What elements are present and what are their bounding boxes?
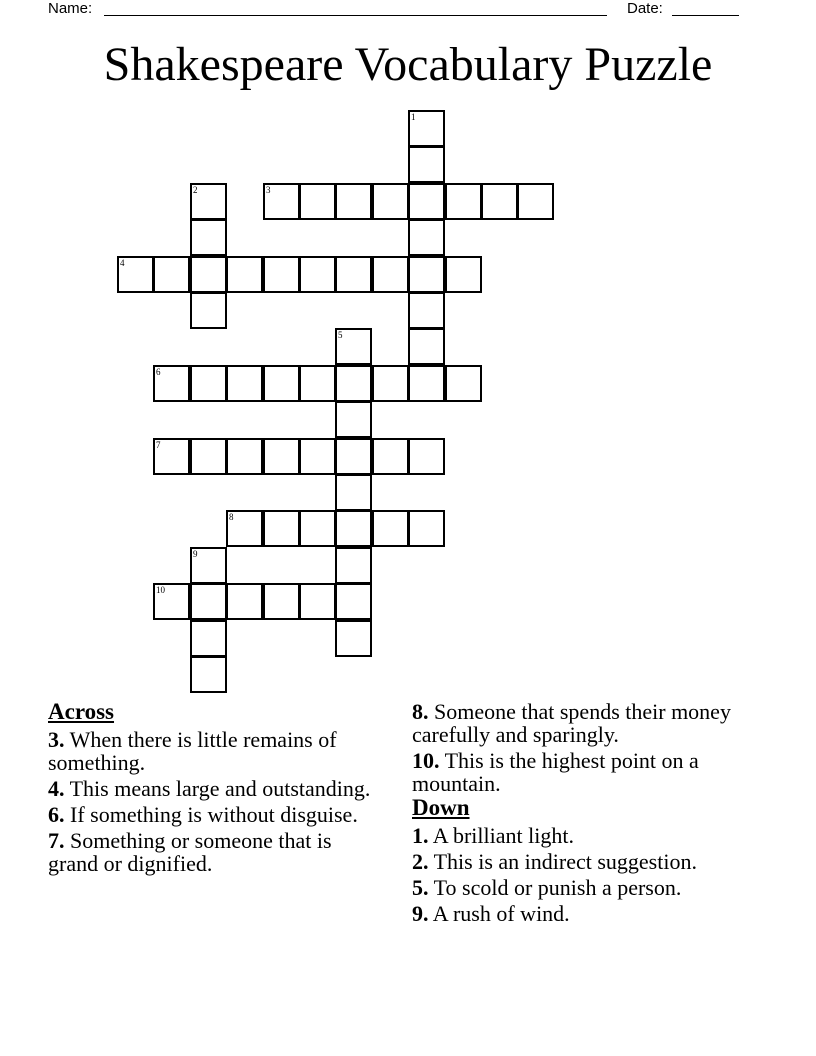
grid-cell[interactable]: [335, 183, 372, 220]
clue-number-label: 4: [120, 258, 125, 268]
grid-cell[interactable]: [190, 547, 227, 584]
grid-cell[interactable]: [408, 328, 445, 365]
clue-number-label: 8: [229, 512, 234, 522]
clue-number: 10.: [412, 748, 440, 773]
clue-across-3: [48, 728, 378, 774]
grid-cell[interactable]: [190, 438, 227, 475]
clue-number-label: 2: [193, 185, 198, 195]
clue-number: 8.: [412, 699, 429, 724]
clue-number-label: 10: [156, 585, 165, 595]
grid-cell[interactable]: [408, 146, 445, 183]
clue-number-label: 9: [193, 549, 198, 559]
clue-across-8: [412, 700, 767, 746]
grid-cell[interactable]: [335, 474, 372, 511]
clue-number: 4.: [48, 776, 65, 801]
grid-cell[interactable]: [299, 583, 336, 620]
clue-down-9: [412, 902, 767, 925]
grid-cell[interactable]: [153, 438, 190, 475]
grid-cell[interactable]: [408, 292, 445, 329]
clue-down-5: [412, 876, 767, 899]
clue-text: A brilliant light.: [432, 823, 574, 848]
clue-text: Something or someone that is grand or dignified.: [48, 828, 332, 876]
grid-cell[interactable]: [263, 365, 300, 402]
clue-text: This is the highest point on a mountain.: [412, 748, 699, 796]
grid-cell[interactable]: [517, 183, 554, 220]
grid-cell[interactable]: [335, 256, 372, 293]
grid-cell[interactable]: [299, 510, 336, 547]
clue-text: When there is little remains of something.: [48, 727, 337, 775]
grid-cell[interactable]: [372, 183, 409, 220]
grid-cell[interactable]: [190, 583, 227, 620]
grid-cell[interactable]: [299, 365, 336, 402]
grid-cell[interactable]: [335, 328, 372, 365]
grid-cell[interactable]: [372, 510, 409, 547]
grid-cell[interactable]: [263, 510, 300, 547]
grid-cell[interactable]: [335, 510, 372, 547]
grid-cell[interactable]: [117, 256, 154, 293]
clue-text: This is an indirect suggestion.: [433, 849, 697, 874]
grid-cell[interactable]: [335, 547, 372, 584]
grid-cell[interactable]: [408, 510, 445, 547]
grid-cell[interactable]: [190, 365, 227, 402]
clue-text: This means large and outstanding.: [69, 776, 371, 801]
clue-across-4: [48, 777, 378, 800]
grid-cell[interactable]: [153, 365, 190, 402]
grid-cell[interactable]: [372, 256, 409, 293]
clue-number: 2.: [412, 849, 429, 874]
date-label: Date:: [627, 0, 663, 17]
clue-text: A rush of wind.: [432, 901, 570, 926]
clue-number-label: 7: [156, 440, 161, 450]
clue-across-6: [48, 803, 378, 826]
grid-cell[interactable]: [372, 438, 409, 475]
grid-cell[interactable]: [408, 256, 445, 293]
grid-cell[interactable]: [190, 219, 227, 256]
grid-cell[interactable]: [445, 183, 482, 220]
clue-number-label: 6: [156, 367, 161, 377]
clue-number: 1.: [412, 823, 429, 848]
clue-number-label: 1: [411, 112, 416, 122]
clue-number: 3.: [48, 727, 65, 752]
grid-cell[interactable]: [299, 183, 336, 220]
clue-number: 7.: [48, 828, 65, 853]
grid-cell[interactable]: [263, 438, 300, 475]
grid-cell[interactable]: [335, 365, 372, 402]
grid-cell[interactable]: [263, 583, 300, 620]
grid-cell[interactable]: [408, 438, 445, 475]
grid-cell[interactable]: [299, 256, 336, 293]
grid-cell[interactable]: [263, 183, 300, 220]
clue-text: If something is without disguise.: [70, 802, 358, 827]
grid-cell[interactable]: [226, 256, 263, 293]
grid-cell[interactable]: [335, 583, 372, 620]
grid-cell[interactable]: [226, 438, 263, 475]
clue-across-7: [48, 829, 378, 875]
grid-cell[interactable]: [153, 256, 190, 293]
grid-cell[interactable]: [190, 292, 227, 329]
clue-down-2: [412, 850, 767, 873]
grid-cell[interactable]: [481, 183, 518, 220]
across-heading: Across: [48, 699, 115, 724]
grid-cell[interactable]: [445, 256, 482, 293]
clues-column-left: [48, 700, 378, 878]
grid-cell[interactable]: [190, 656, 227, 693]
clue-across-10: [412, 749, 767, 795]
name-label: Name:: [48, 0, 93, 17]
clue-number-label: 3: [266, 185, 271, 195]
clue-number: 6.: [48, 802, 65, 827]
grid-cell[interactable]: [445, 365, 482, 402]
grid-cell[interactable]: [226, 365, 263, 402]
down-heading: Down: [412, 795, 470, 820]
clue-number: 9.: [412, 901, 429, 926]
grid-cell[interactable]: [408, 219, 445, 256]
grid-cell[interactable]: [408, 183, 445, 220]
grid-cell[interactable]: [408, 110, 445, 147]
grid-cell[interactable]: [372, 365, 409, 402]
clue-text: Someone that spends their money carefully and sparingly.: [412, 699, 731, 747]
grid-cell[interactable]: [153, 583, 190, 620]
grid-cell[interactable]: [408, 365, 445, 402]
grid-cell[interactable]: [263, 256, 300, 293]
grid-cell[interactable]: [335, 620, 372, 657]
grid-cell[interactable]: [190, 183, 227, 220]
page-title: Shakespeare Vocabulary Puzzle: [103, 38, 713, 91]
grid-cell[interactable]: [226, 510, 263, 547]
grid-cell[interactable]: [335, 438, 372, 475]
clue-down-1: [412, 824, 767, 847]
clue-number-label: 5: [338, 330, 343, 340]
clues-column-right: [412, 700, 767, 928]
clue-number: 5.: [412, 875, 429, 900]
grid-cell[interactable]: [299, 438, 336, 475]
grid-cell[interactable]: [335, 401, 372, 438]
grid-cell[interactable]: [190, 256, 227, 293]
grid-cell[interactable]: [190, 620, 227, 657]
grid-cell[interactable]: [226, 583, 263, 620]
clue-text: To scold or punish a person.: [433, 875, 682, 900]
